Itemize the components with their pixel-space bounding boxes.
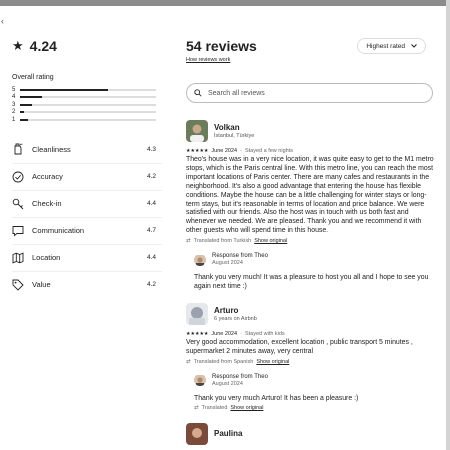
host-avatar[interactable]: [194, 374, 206, 386]
review-text: Theo's house was in a very nice location, it was quite easy to get to the M1 metro stops, which is the Paris central line. With this metro line, you can reach the most important locations of Paris center. There are many cafes and restaurants in the neighborhood. It's also a good advantage that entering the house has flexible conditions. Maybe the house can be a little challenging for winter stays or long-term stays, but it's reasonable in terms of location and price balance. We were satisfied with our friends. Also the host was in touch with us both fast and whenever we needed. We are pleased. Thank you and we recommend it with other guests who will spend time in this house.: [186, 156, 434, 235]
separator-dot: ·: [240, 331, 242, 338]
overall-rating-label: Overall rating: [12, 74, 54, 81]
reviewer-name: Volkan: [214, 123, 240, 132]
category-value: 4.2: [146, 281, 156, 288]
histogram-row: [12, 86, 162, 94]
category-row-cleanliness: [12, 136, 162, 163]
review-meta: [186, 148, 438, 154]
reviews-list: [186, 120, 438, 450]
reviewer-tenure: 6 years on Airbnb: [214, 316, 257, 323]
review-text: Very good accommodation, excellent location , public transport 5 minutes , supermarket 2 minutes away, very central: [186, 339, 413, 356]
histogram-fill: [20, 89, 108, 91]
rating-histogram: [12, 86, 162, 124]
review-date: June 2024: [211, 331, 238, 338]
histogram-row: [12, 109, 162, 117]
reviewer-location: İstanbul, Türkiye: [214, 133, 255, 139]
reviewer: [186, 303, 438, 325]
chat-bubble-icon: [12, 225, 24, 237]
translate-icon: ⇄: [186, 238, 191, 245]
avatar[interactable]: [186, 423, 208, 445]
category-label: Location: [32, 253, 61, 262]
review-date: June 2024: [211, 148, 238, 154]
category-value: 4.4: [146, 200, 156, 207]
search-input[interactable]: [186, 83, 433, 103]
category-label: Cleanliness: [32, 144, 71, 154]
reviews-modal: [0, 6, 446, 450]
histogram-track: [20, 89, 156, 91]
histogram-star-label: 2: [12, 109, 16, 116]
avatar[interactable]: [186, 303, 208, 325]
histogram-star-label: 3: [12, 101, 16, 108]
overall-rating-value: 4.24: [29, 38, 57, 54]
search-placeholder: Search all reviews: [208, 89, 265, 97]
tag-icon: [12, 279, 24, 291]
histogram-track: [20, 104, 156, 106]
category-value: 4.7: [146, 227, 156, 234]
histogram-track: [20, 96, 156, 98]
response-title: Response from Theo: [212, 373, 268, 380]
scrollbar[interactable]: [446, 0, 450, 450]
map-icon: [12, 252, 24, 264]
response-date: August 2024: [212, 260, 243, 267]
reviewer: [186, 120, 438, 142]
category-label: Communication: [32, 226, 85, 235]
category-value: 4.3: [146, 145, 156, 153]
stay-type: Stayed with kids: [244, 331, 285, 338]
histogram-track: [20, 111, 156, 113]
review-stars: ★★★★★: [186, 148, 209, 154]
reviewer-name: Paulina: [214, 429, 243, 439]
reviewer: [186, 423, 438, 445]
translation-note: [186, 359, 438, 365]
translate-icon: ⇄: [194, 404, 199, 411]
stay-type: Stayed a few nights: [244, 148, 293, 154]
review-meta: [186, 331, 438, 337]
review-item: [186, 120, 438, 291]
review-item: [186, 423, 438, 445]
category-label: Accuracy: [32, 172, 63, 181]
category-ratings: [12, 136, 162, 298]
histogram-fill: [20, 119, 28, 121]
key-icon: [12, 198, 24, 210]
how-reviews-work-link[interactable]: How reviews work: [186, 57, 231, 63]
host-avatar[interactable]: [194, 254, 206, 266]
translation-note: [186, 238, 438, 244]
response-text: Thank you very much! It was a pleasure to host you all and I hope to see you again next time :): [194, 274, 429, 291]
separator-dot: ·: [240, 148, 242, 154]
overall-rating-heading: [12, 38, 162, 54]
response-title: Response from Theo: [212, 253, 268, 260]
category-value: 4.2: [146, 173, 156, 180]
response-date: August 2024: [212, 380, 243, 387]
histogram-star-label: 1: [12, 116, 16, 123]
category-label: Value: [32, 280, 51, 289]
histogram-row: [12, 116, 162, 124]
histogram-fill: [20, 111, 24, 113]
close-icon[interactable]: ‹: [1, 16, 4, 26]
category-row-accuracy: [12, 163, 162, 190]
chevron-down-icon: [411, 44, 417, 48]
response-translated: Translated: [201, 404, 228, 411]
category-label: Check-in: [32, 199, 62, 208]
host-response: [194, 253, 438, 291]
star-icon: ★: [12, 38, 24, 53]
host-response-header: [194, 253, 438, 266]
category-row-check-in: [12, 190, 162, 217]
histogram-track: [20, 119, 156, 121]
category-row-value: [12, 271, 162, 298]
reviews-panel: [186, 38, 438, 439]
translated-from: Translated from Turkish: [193, 238, 252, 245]
histogram-fill: [20, 104, 32, 106]
review-stars: ★★★★★: [186, 331, 209, 338]
reviews-count-title: 54 reviews: [186, 38, 257, 54]
translate-icon: ⇄: [186, 358, 191, 365]
review-item: [186, 303, 438, 411]
histogram-star-label: 5: [12, 86, 16, 93]
host-response-header: [194, 374, 438, 387]
histogram-row: [12, 101, 162, 109]
rating-summary: [12, 38, 162, 298]
reviewer-name: Arturo: [214, 306, 239, 316]
spray-bottle-icon: [12, 143, 24, 155]
response-text: Thank you very much Arturo! It has been a pleasure :): [194, 394, 359, 402]
show-original-link[interactable]: Show original: [254, 238, 288, 245]
host-response: [194, 374, 438, 411]
category-value: 4.4: [146, 254, 156, 261]
histogram-fill: [20, 96, 42, 98]
sort-label: Highest rated: [366, 42, 405, 50]
category-row-communication: [12, 217, 162, 244]
search-icon: [194, 89, 202, 97]
histogram-star-label: 4: [12, 94, 16, 101]
translated-from: Translated from Spanish: [193, 358, 254, 365]
sort-dropdown[interactable]: [357, 38, 426, 54]
show-original-link[interactable]: Show original: [256, 358, 290, 365]
category-row-location: [12, 244, 162, 271]
response-show-original-link[interactable]: Show original: [230, 404, 264, 411]
avatar[interactable]: [186, 120, 208, 142]
response-translation-note: [194, 405, 438, 411]
check-circle-icon: [12, 171, 24, 183]
histogram-row: [12, 94, 162, 102]
